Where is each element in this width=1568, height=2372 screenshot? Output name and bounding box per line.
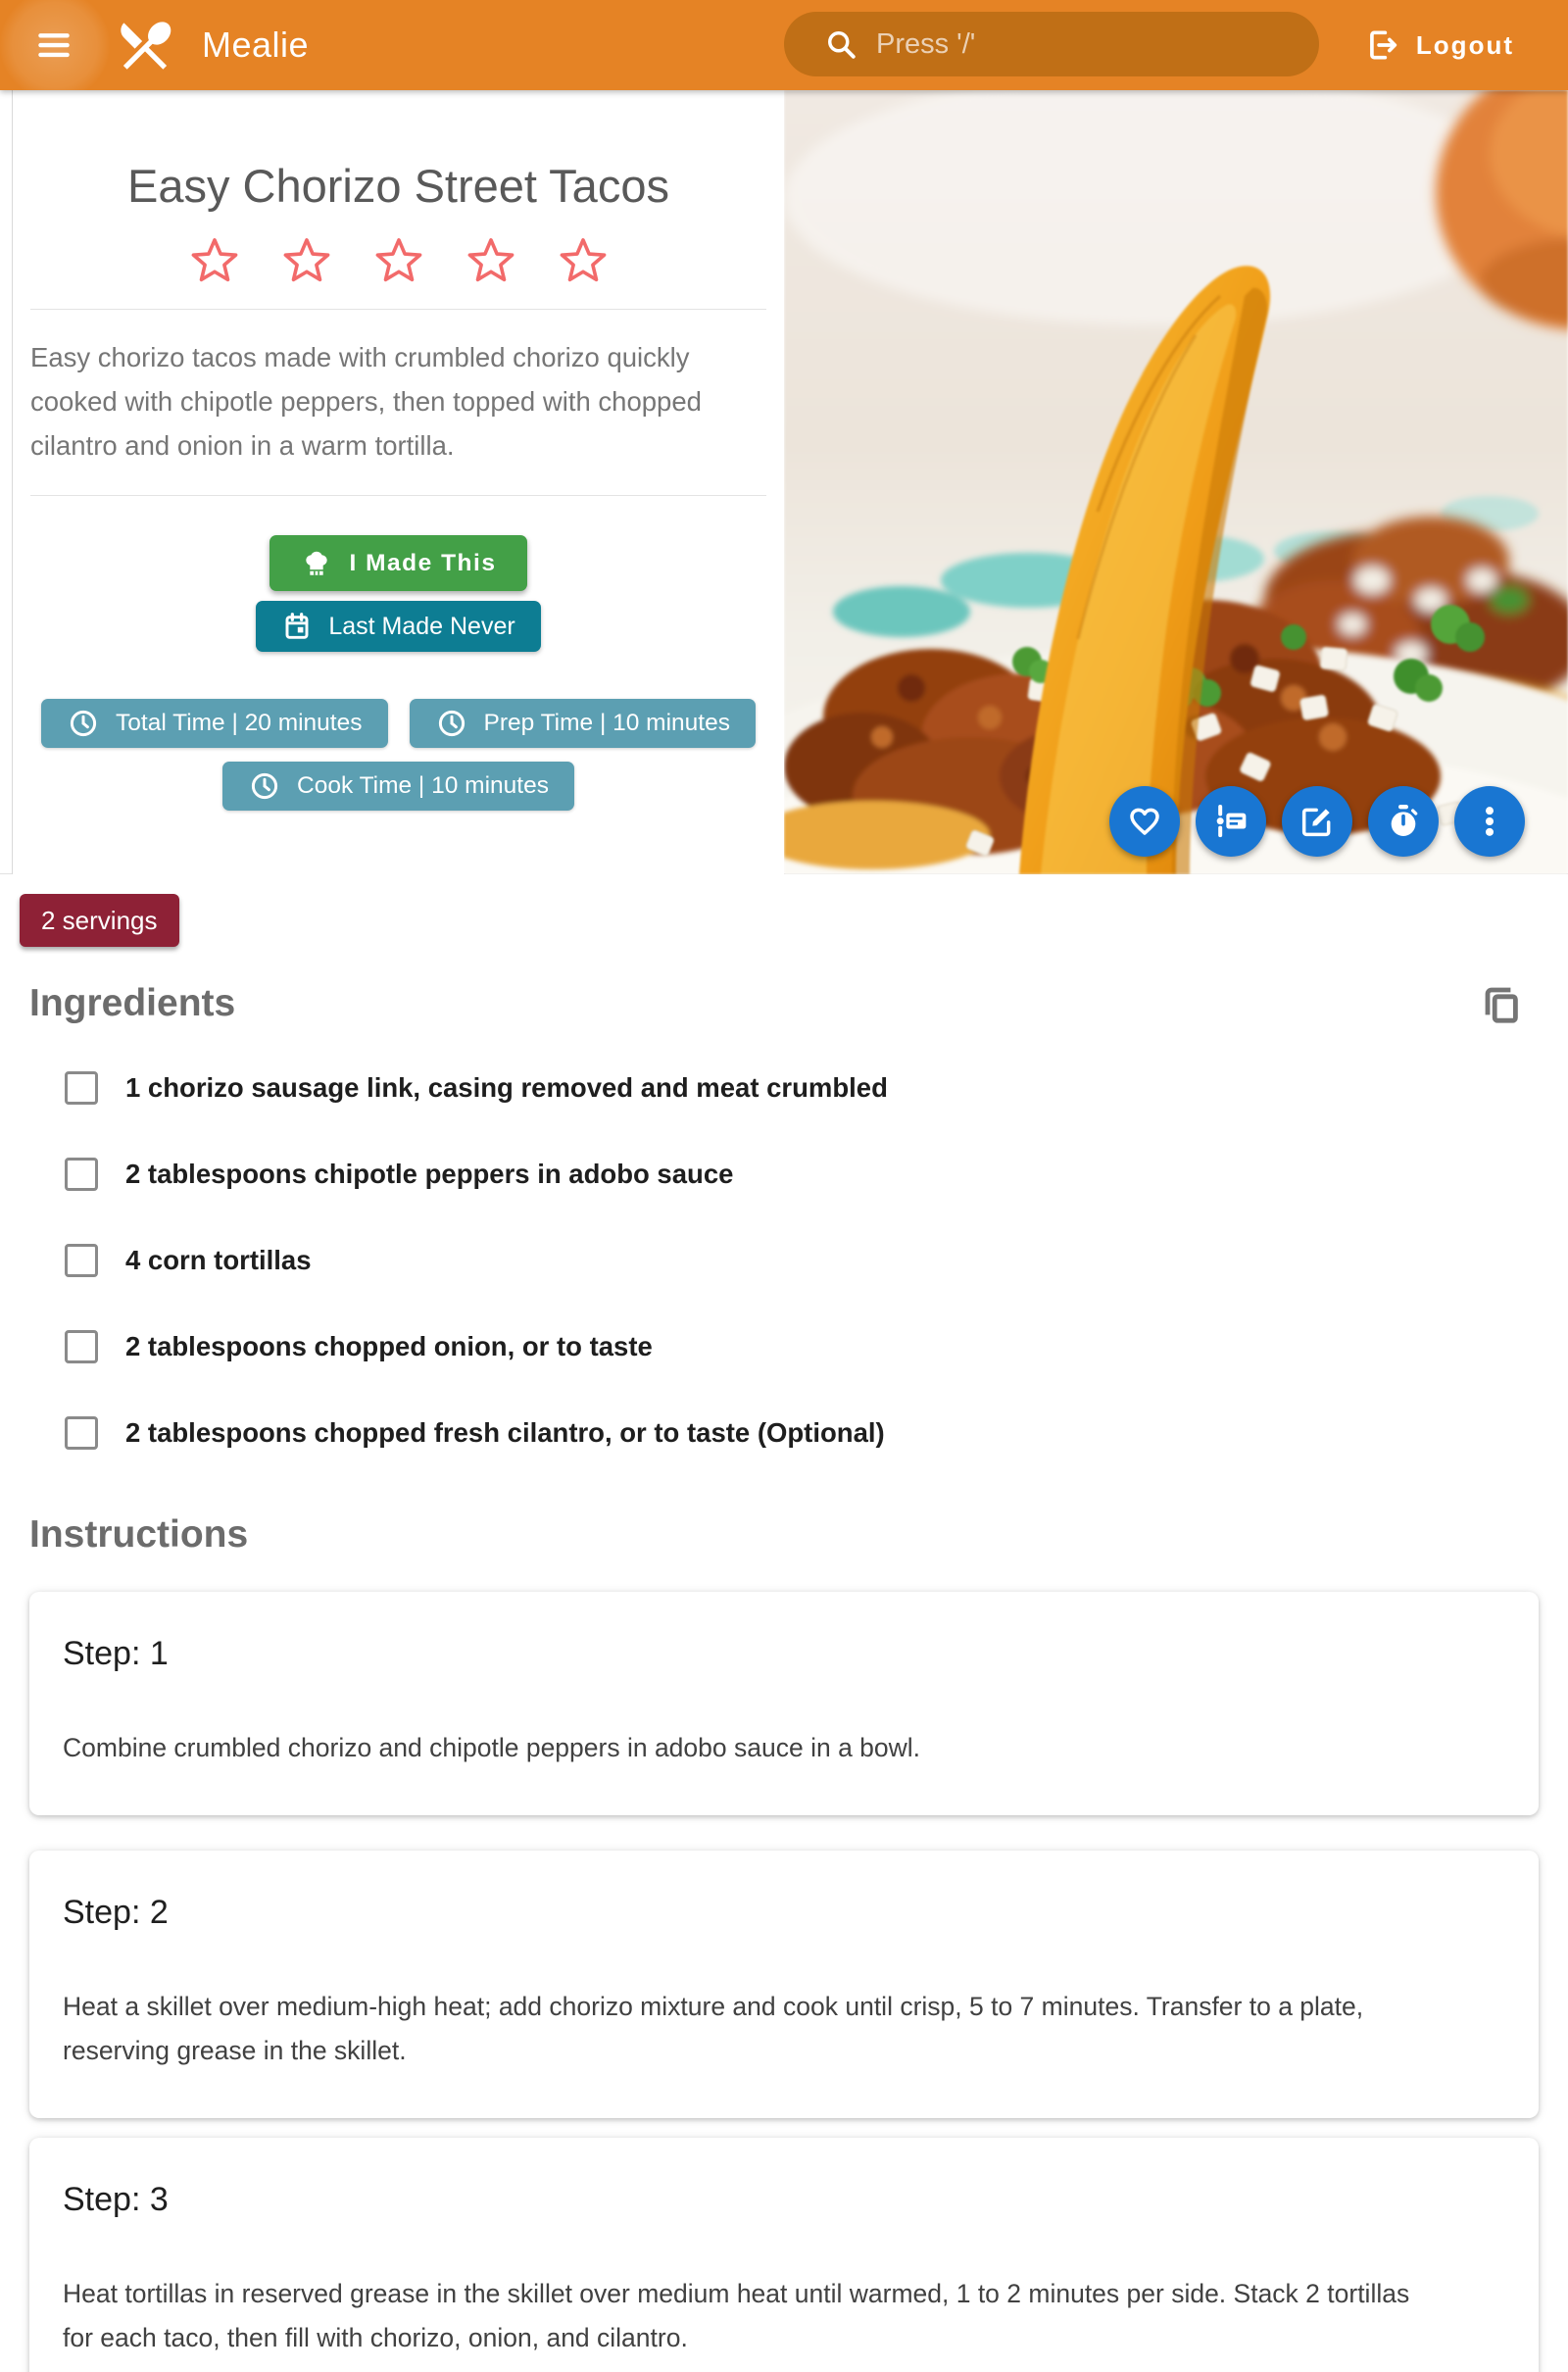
favorite-button[interactable] xyxy=(1109,786,1180,857)
ingredient-checkbox[interactable] xyxy=(65,1071,98,1105)
list-item[interactable] xyxy=(65,1406,1539,1460)
list-item[interactable] xyxy=(65,1233,1539,1288)
step-title: Step: 1 xyxy=(63,1635,169,1672)
step-text: Heat tortillas in reserved grease in the skillet over medium heat until warmed, 1 to 2 minutes per side. Stack 2 tortillas for each taco, then fill with chorizo, onion, and cilantro. xyxy=(63,2279,1410,2352)
ingredient-label: 1 chorizo sausage link, casing removed and meat crumbled xyxy=(125,1072,888,1103)
ingredient-label: 2 tablespoons chopped fresh cilantro, or to taste (Optional) xyxy=(125,1417,885,1448)
timer-button[interactable] xyxy=(1368,786,1439,857)
copy-icon[interactable] xyxy=(1478,980,1525,1027)
prep-time-label: Prep Time | 10 minutes xyxy=(483,710,730,736)
clock-icon xyxy=(67,707,100,740)
timeline-button[interactable] xyxy=(1196,786,1266,857)
kebab-menu-icon xyxy=(1470,802,1509,841)
i-made-this-label: I Made This xyxy=(349,549,497,576)
instructions-heading: Instructions xyxy=(29,1513,249,1556)
ingredient-checkbox[interactable] xyxy=(65,1158,98,1191)
ingredient-label: 4 corn tortillas xyxy=(125,1245,312,1275)
recipe-photo xyxy=(784,90,1568,874)
total-time-chip xyxy=(41,699,387,748)
menu-button-halo xyxy=(0,0,110,90)
ingredient-checkbox[interactable] xyxy=(65,1416,98,1450)
recipe-description: Easy chorizo tacos made with crumbled chorizo quickly cooked with chipotle peppers, then topped with chopped cilantro and onion in a warm tortilla. xyxy=(30,342,702,461)
star-icon[interactable] xyxy=(280,234,333,287)
restaurant-logo-icon xyxy=(114,14,176,76)
cook-time-label: Cook Time | 10 minutes xyxy=(297,772,549,799)
star-icon[interactable] xyxy=(372,234,425,287)
app-logo[interactable] xyxy=(114,14,176,76)
time-chips xyxy=(13,699,784,811)
i-made-this-button[interactable] xyxy=(270,535,528,591)
recipe-body xyxy=(0,874,1568,2372)
heart-icon xyxy=(1125,802,1164,841)
list-item[interactable] xyxy=(65,1319,1539,1374)
ingredient-checkbox[interactable] xyxy=(65,1330,98,1363)
list-item[interactable] xyxy=(65,1061,1539,1115)
recipe-action-buttons xyxy=(1109,786,1525,857)
servings-badge[interactable]: 2 servings xyxy=(20,894,179,947)
app-title: Mealie xyxy=(202,25,310,65)
page-title: Easy Chorizo Street Tacos xyxy=(127,160,669,212)
list-item[interactable] xyxy=(65,1147,1539,1202)
timer-icon xyxy=(1384,802,1423,841)
logout-label: Logout xyxy=(1415,29,1514,60)
timeline-icon xyxy=(1211,802,1250,841)
ingredients-heading: Ingredients xyxy=(29,982,236,1024)
edit-icon xyxy=(1298,802,1337,841)
menu-button[interactable] xyxy=(0,0,108,90)
step-text: Combine crumbled chorizo and chipotle peppers in adobo sauce in a bowl. xyxy=(63,1733,921,1762)
step-title: Step: 3 xyxy=(63,2181,169,2218)
ingredient-checkbox[interactable] xyxy=(65,1244,98,1277)
star-icon[interactable] xyxy=(465,234,517,287)
step-text: Heat a skillet over medium-high heat; add chorizo mixture and cook until crisp, 5 to 7 minutes. Transfer to a plate, reserving grease in the skillet. xyxy=(63,1992,1364,2065)
logout-button[interactable] xyxy=(1364,0,1514,90)
total-time-label: Total Time | 20 minutes xyxy=(116,710,363,736)
search-input[interactable] xyxy=(876,28,1268,61)
last-made-label: Last Made Never xyxy=(328,612,515,640)
star-icon[interactable] xyxy=(188,234,241,287)
rating-stars xyxy=(13,234,784,287)
ingredient-label: 2 tablespoons chipotle peppers in adobo sauce xyxy=(125,1159,734,1189)
edit-button[interactable] xyxy=(1282,786,1352,857)
ingredient-list xyxy=(29,1061,1539,1460)
search-icon xyxy=(823,26,858,62)
clock-icon xyxy=(435,707,468,740)
calendar-icon xyxy=(281,611,313,642)
instruction-step-card[interactable] xyxy=(29,2138,1539,2372)
recipe-card-top xyxy=(0,90,1568,874)
chef-hat-icon xyxy=(301,548,332,579)
cook-time-chip xyxy=(222,762,574,811)
instruction-step-card[interactable] xyxy=(29,1592,1539,1815)
clock-icon xyxy=(248,769,281,803)
ingredient-label: 2 tablespoons chopped onion, or to taste xyxy=(125,1331,653,1361)
divider xyxy=(30,309,766,310)
logout-icon xyxy=(1364,26,1401,64)
step-title: Step: 2 xyxy=(63,1894,169,1931)
search-bar[interactable] xyxy=(784,12,1319,76)
more-menu-button[interactable] xyxy=(1454,786,1525,857)
last-made-button[interactable] xyxy=(256,601,540,652)
app-header xyxy=(0,0,1568,90)
recipe-summary-panel xyxy=(12,90,784,874)
star-icon[interactable] xyxy=(557,234,610,287)
instruction-step-card[interactable] xyxy=(29,1851,1539,2118)
prep-time-chip xyxy=(410,699,756,748)
